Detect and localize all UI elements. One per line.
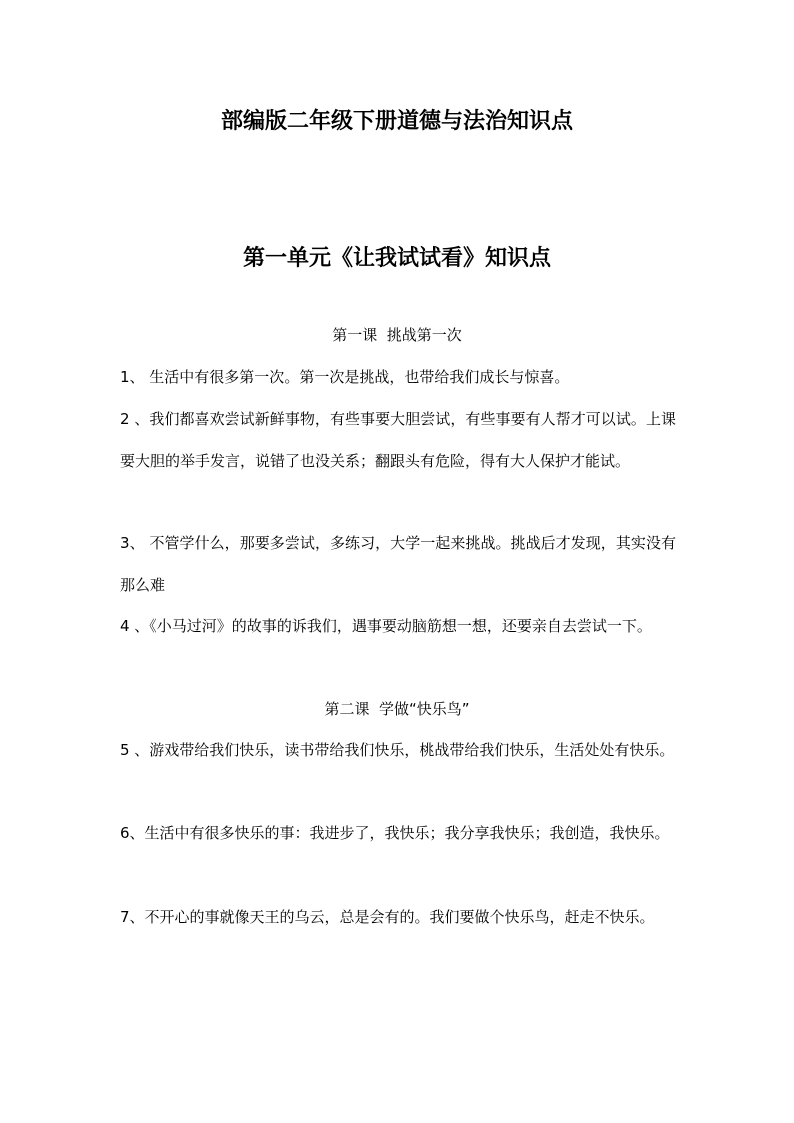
paragraph-7: 7、不开心的事就像天王的乌云，总是会有的。我们要做个快乐鸟，赶走不快乐。 — [120, 908, 655, 926]
paragraph-4: 4 、《小马过河》的故事的诉我们，遇事要动脑筋想一想，还要亲自去尝试一下。 — [120, 617, 652, 635]
paragraph-1: 1、 生活中有很多第一次。第一次是挑战，也带给我们成长与惊喜。 — [120, 368, 570, 386]
paragraph-6: 6、生活中有很多快乐的事：我进步了，我快乐；我分享我快乐；我创造，我快乐。 — [120, 824, 670, 842]
paragraph-3: 3、 不管学什么，那要多尝试，多练习，大学一起来挑战。挑战后才发现，其实没有那么难 — [120, 534, 676, 594]
unit-title: 第一单元《让我试试看》知识点 — [242, 246, 551, 271]
lesson-title-1: 第一课 挑战第一次 — [332, 326, 462, 344]
lesson-title-2: 第二课 学做“快乐鸟” — [324, 700, 470, 718]
paragraph-5: 5 、游戏带给我们快乐，读书带给我们快乐，桃战带给我们快乐，生活处处有快乐。 — [120, 741, 675, 759]
document-title: 部编版二年级下册道德与法治知识点 — [220, 109, 573, 134]
paragraph-2: 2 、我们都喜欢尝试新鲜事物，有些事要大胆尝试，有些事要有人帮才可以试。上课要大胆的举手发言，说错了也没关系；翻跟头有危险，得有大人保护才能试。 — [120, 410, 676, 470]
